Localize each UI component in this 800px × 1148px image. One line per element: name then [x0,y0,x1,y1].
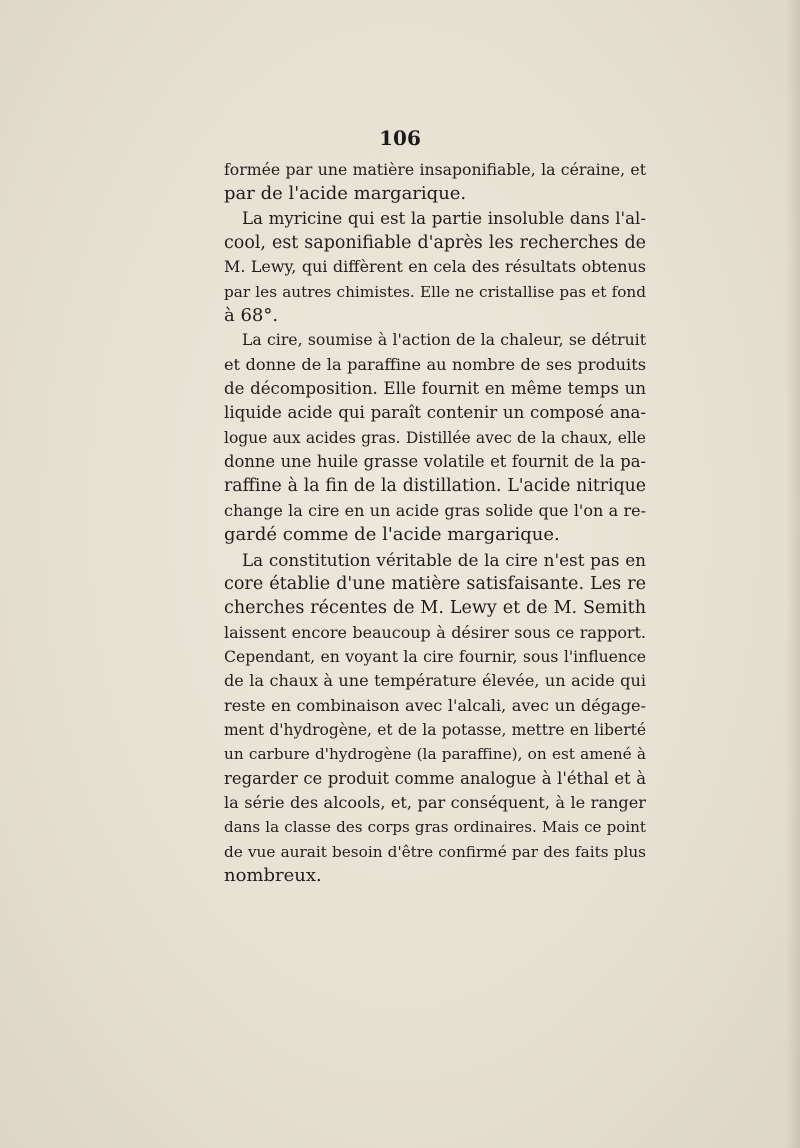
text-line: change la cire en un acide gras solide que l'on a re- [224,500,646,520]
text-line: gardé comme de l'acide margarique. [224,524,560,546]
body-text [224,158,646,888]
text-line: reste en combinaison avec l'alcali, avec un dégage- [224,695,646,715]
text-line: formée par une matière insaponifiable, la céraine, et [224,160,646,179]
text-line: liquide acide qui paraît contenir un composé ana- [224,403,646,423]
text-line: core établie d'une matière satisfaisante. Les re [224,573,646,594]
text-line: regarder ce produit comme analogue à l'éthal et à [224,768,646,788]
text-line: de la chaux à une température élevée, un acide qui [224,671,646,691]
page-number: 106 [379,126,421,150]
text-line: donne une huile grasse volatile et fournit de la pa- [224,452,646,472]
text-line: cherches récentes de M. Lewy et de M. Semith [224,598,646,619]
text-line: de vue aurait besoin d'être confirmé par des faits plus [224,842,646,861]
text-line: La myricine qui est la partie insoluble dans l'al- [242,208,646,228]
text-line: La cire, soumise à l'action de la chaleur, se détruit [242,330,646,350]
text-line: à 68°. [224,305,279,327]
text-line: par les autres chimistes. Elle ne cristallise pas et fond [224,282,646,301]
text-line: logue aux acides gras. Distillée avec de la chaux, elle [224,428,646,447]
text-line: par de l'acide margarique. [224,183,467,205]
text-line: ment d'hydrogène, et de la potasse, mettre en liberté [224,720,646,739]
text-line: raffine à la fin de la distillation. L'acide nitrique [224,476,646,497]
text-line: la série des alcools, et, par conséquent, à le ranger [224,792,646,812]
text-line: nombreux. [224,864,322,886]
text-line: et donne de la paraffine au nombre de ses produits [224,354,646,374]
text-line: M. Lewy, qui diffèrent en cela des résultats obtenus [224,257,646,277]
text-line: cool, est saponifiable d'après les recherches de [224,233,646,254]
text-line: de décomposition. Elle fournit en même temps un [224,379,646,399]
text-line: dans la classe des corps gras ordinaires. Mais ce point [224,818,646,837]
page-edge-shadow [786,0,800,1148]
text-line: Cependant, en voyant la cire fournir, sous l'influence [224,646,646,666]
text-line: un carbure d'hydrogène (la paraffine), on est amené à [224,745,646,764]
text-line: La constitution véritable de la cire n'est pas en [242,549,646,570]
text-line: laissent encore beaucoup à désirer sous ce rapport. [224,622,646,642]
